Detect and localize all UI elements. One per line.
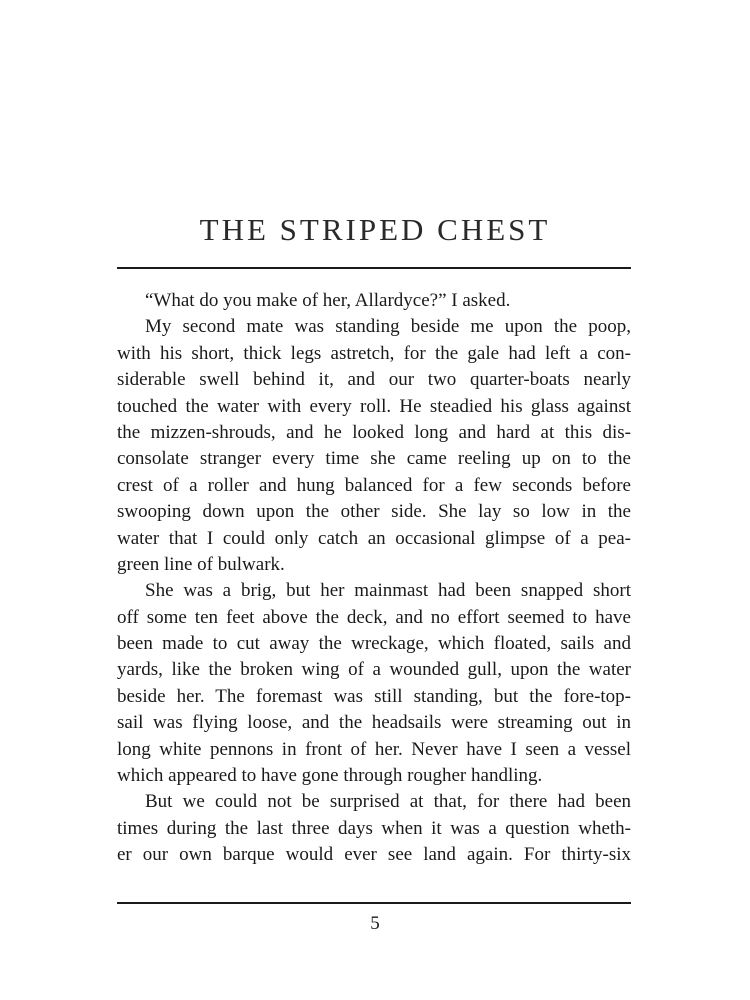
- text-line: touched the water with every roll. He steadied his glass against: [117, 395, 631, 417]
- text-line: She was a brig, but her mainmast had been snapped short: [145, 580, 631, 602]
- text-line: which appeared to have gone through rougher handling.: [117, 765, 543, 787]
- text-line: er our own barque would ever see land again. For thirty-six: [117, 844, 631, 866]
- title-divider: [117, 267, 631, 269]
- text-line: off some ten feet above the deck, and no effort seemed to have: [117, 606, 631, 628]
- text-line: crest of a roller and hung balanced for a few seconds before: [117, 474, 631, 496]
- text-line: My second mate was standing beside me upon the poop,: [145, 316, 631, 338]
- text-line: “What do you make of her, Allardyce?” I asked.: [145, 290, 511, 311]
- text-line: sail was flying loose, and the headsails were streaming out in: [117, 712, 631, 734]
- text-line: yards, like the broken wing of a wounded gull, upon the water: [117, 659, 631, 681]
- text-line: long white pennons in front of her. Never have I seen a vessel: [117, 738, 631, 760]
- text-line: beside her. The foremast was still standing, but the fore-top-: [117, 685, 631, 707]
- chapter-title: THE STRIPED CHEST: [199, 212, 551, 247]
- text-line: siderable swell behind it, and our two quarter-boats nearly: [117, 369, 631, 391]
- text-line: water that I could only catch an occasional glimpse of a pea-: [117, 527, 631, 549]
- text-line: green line of bulwark.: [117, 553, 285, 575]
- text-line: But we could not be surprised at that, for there had been: [145, 791, 631, 813]
- footer-divider: [117, 902, 631, 904]
- page-number: 5: [370, 913, 380, 934]
- text-line: with his short, thick legs astretch, for the gale had left a con-: [117, 342, 631, 364]
- text-line: the mizzen-shrouds, and he looked long and hard at this dis-: [117, 421, 631, 443]
- text-line: times during the last three days when it was a question wheth-: [117, 817, 631, 839]
- chapter-body: [117, 288, 631, 869]
- text-line: swooping down upon the other side. She lay so low in the: [117, 501, 631, 523]
- text-line: consolate stranger every time she came reeling up on to the: [117, 448, 631, 470]
- text-line: been made to cut away the wreckage, which floated, sails and: [117, 633, 631, 655]
